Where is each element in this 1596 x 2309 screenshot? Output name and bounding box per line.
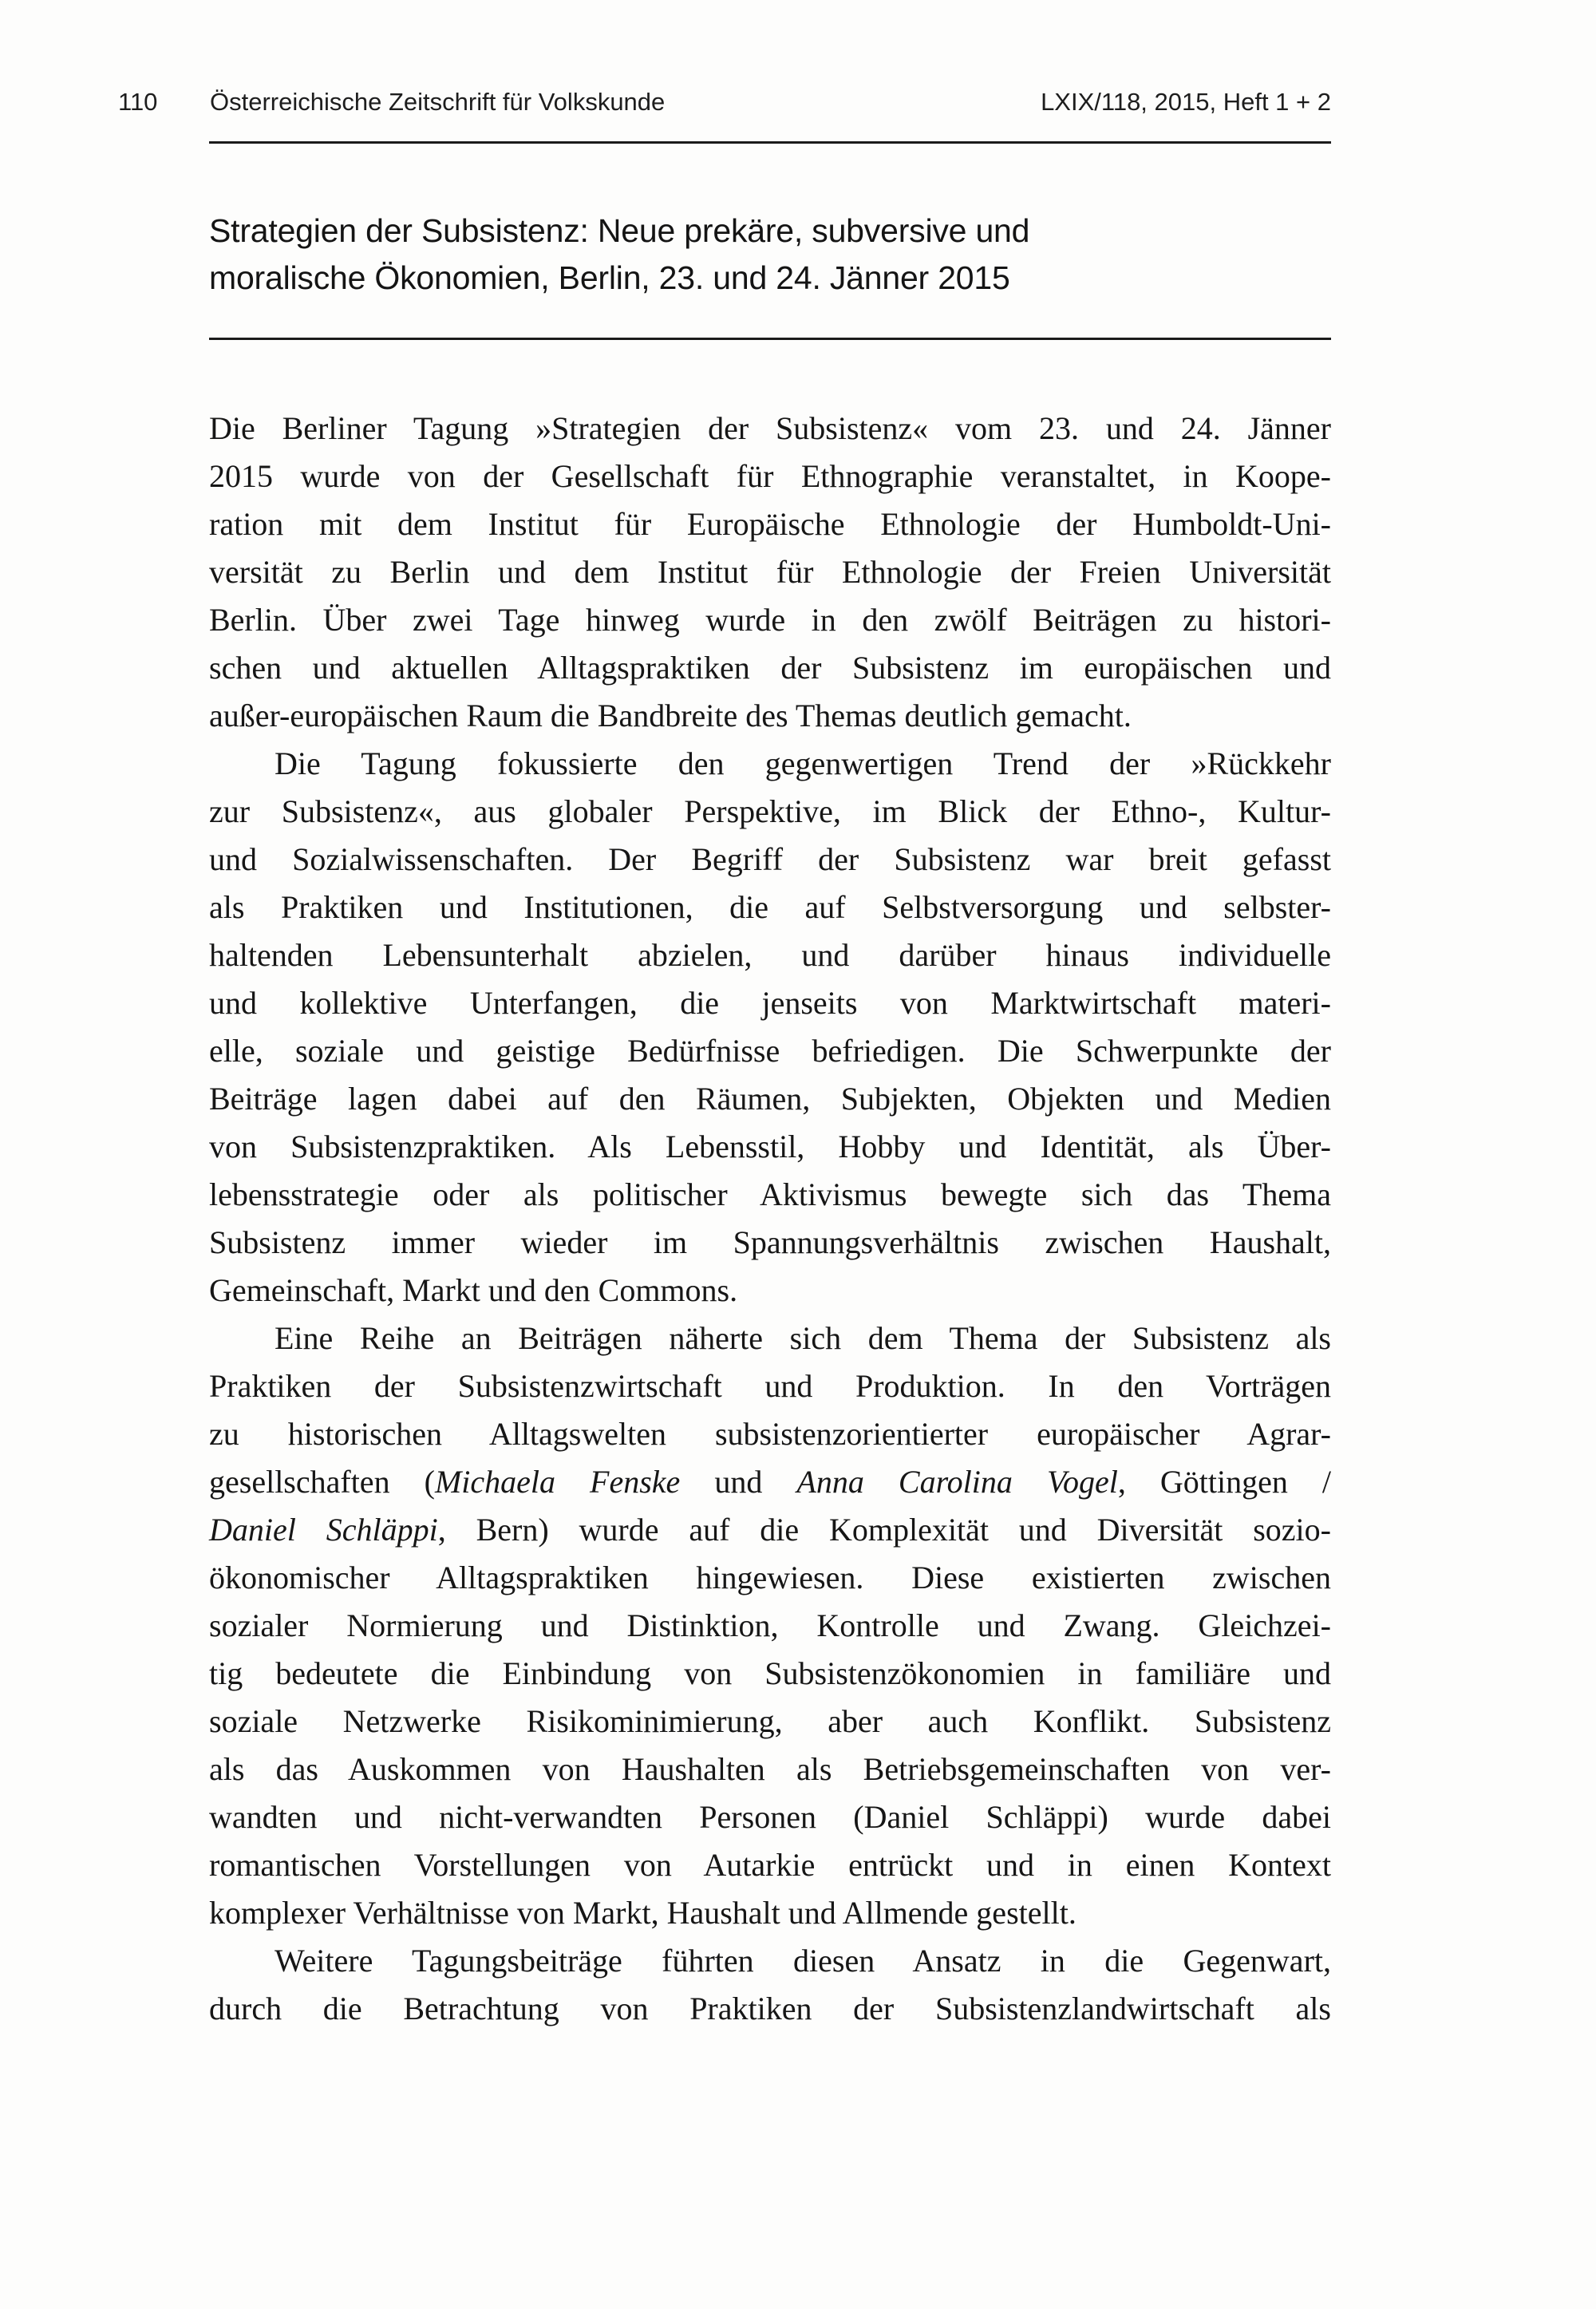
text-line [209, 1746, 1331, 1793]
text-segment: Subsistenz immer wieder im Spannungsverhältnis zwischen Haushalt, [209, 1224, 1331, 1260]
text-line [209, 1554, 1331, 1602]
text-segment: wandten und nicht-verwandten Personen (Daniel Schläppi) wurde dabei [209, 1799, 1331, 1835]
text-segment: lebensstrategie oder als politischer Aktivismus bewegte sich das Thema [209, 1176, 1331, 1212]
text-line [209, 931, 1331, 979]
text-segment: Eine Reihe an Beiträgen näherte sich dem Thema der Subsistenz als [275, 1320, 1331, 1356]
text-line [209, 1410, 1331, 1458]
text-line [209, 405, 1331, 453]
text-line [209, 1506, 1331, 1554]
text-segment: Beiträge lagen dabei auf den Räumen, Subjekten, Objekten und Medien [209, 1081, 1331, 1117]
text-line [209, 1985, 1331, 2033]
text-line [209, 1267, 1331, 1315]
text-segment: Die Berliner Tagung »Strategien der Subsistenz« vom 23. und 24. Jänner [209, 410, 1331, 446]
text-segment: von Subsistenzpraktiken. Als Lebensstil, Hobby und Identität, als Über- [209, 1129, 1331, 1164]
text-line [209, 453, 1331, 500]
header-rule [209, 141, 1331, 144]
text-segment: gesellschaften ( [209, 1464, 435, 1500]
title-rule [209, 338, 1331, 340]
text-line [209, 1650, 1331, 1698]
text-segment: schen und aktuellen Alltagspraktiken der Subsistenz im europäischen und [209, 650, 1331, 686]
text-line [209, 596, 1331, 644]
text-segment: zur Subsistenz«, aus globaler Perspektive, im Blick der Ethno-, Kultur- [209, 793, 1331, 829]
person-name-italic: Daniel Schläppi [209, 1512, 438, 1548]
text-segment: als Praktiken und Institutionen, die auf Selbstversorgung und selbster- [209, 889, 1331, 925]
text-line [209, 1841, 1331, 1889]
text-segment: und [680, 1464, 797, 1500]
text-line [209, 1793, 1331, 1841]
body-text [209, 405, 1331, 2033]
person-name-italic: Michaela Fenske [434, 1464, 681, 1500]
text-line [209, 500, 1331, 548]
article-title-line-2: moralische Ökonomien, Berlin, 23. und 24. Jänner 2015 [209, 259, 1010, 296]
text-segment: Praktiken der Subsistenzwirtschaft und Produktion. In den Vorträgen [209, 1368, 1331, 1404]
text-segment: soziale Netzwerke Risikominimierung, aber auch Konflikt. Subsistenz [209, 1703, 1331, 1739]
text-segment: Die Tagung fokussierte den gegenwertigen Trend der »Rückkehr [275, 745, 1331, 781]
text-segment: 2015 wurde von der Gesellschaft für Ethnographie veranstaltet, in Koope- [209, 458, 1331, 494]
text-segment: und Sozialwissenschaften. Der Begriff der Subsistenz war breit gefasst [209, 841, 1331, 877]
text-segment: ration mit dem Institut für Europäische Ethnologie der Humboldt-Uni- [209, 506, 1331, 542]
text-segment: und kollektive Unterfangen, die jenseits von Marktwirtschaft materi- [209, 985, 1331, 1021]
text-line [209, 1937, 1331, 1985]
text-line [209, 1458, 1331, 1506]
text-line [209, 1075, 1331, 1123]
text-line [209, 692, 1331, 740]
text-segment: haltenden Lebensunterhalt abzielen, und darüber hinaus individuelle [209, 937, 1331, 973]
running-header [0, 85, 1596, 119]
text-segment: romantischen Vorstellungen von Autarkie entrückt und in einen Kontext [209, 1847, 1331, 1883]
text-line [209, 1171, 1331, 1219]
text-line [209, 884, 1331, 931]
text-segment: sozialer Normierung und Distinktion, Kontrolle und Zwang. Gleichzei- [209, 1607, 1331, 1643]
text-line [209, 1698, 1331, 1746]
issue-info: LXIX/118, 2015, Heft 1 + 2 [1041, 88, 1331, 116]
text-line [209, 644, 1331, 692]
text-segment: elle, soziale und geistige Bedürfnisse befriedigen. Die Schwerpunkte der [209, 1033, 1331, 1069]
text-line [209, 548, 1331, 596]
text-line [209, 788, 1331, 836]
text-segment: , Bern) wurde auf die Komplexität und Diversität sozio- [437, 1512, 1331, 1548]
text-line [209, 1602, 1331, 1650]
article-title-line-1: Strategien der Subsistenz: Neue prekäre, subversive und [209, 212, 1030, 249]
text-segment: , Göttingen / [1117, 1464, 1332, 1500]
article-title [209, 208, 1331, 302]
person-name-italic: Anna Carolina Vogel [796, 1464, 1118, 1500]
text-segment: ökonomischer Alltagspraktiken hingewiesen. Diese existierten zwischen [209, 1560, 1331, 1595]
text-line [209, 1315, 1331, 1362]
text-segment: komplexer Verhältnisse von Markt, Haushalt und Allmende gestellt. [209, 1895, 1077, 1931]
text-line [209, 740, 1331, 788]
page-number: 110 [118, 88, 158, 116]
text-line [209, 1362, 1331, 1410]
text-segment: Gemeinschaft, Markt und den Commons. [209, 1272, 738, 1308]
text-segment: Weitere Tagungsbeiträge führten diesen Ansatz in die Gegenwart, [275, 1943, 1331, 1979]
text-segment: tig bedeutete die Einbindung von Subsistenzökonomien in familiäre und [209, 1655, 1331, 1691]
journal-title: Österreichische Zeitschrift für Volkskunde [210, 88, 666, 116]
text-segment: als das Auskommen von Haushalten als Betriebsgemeinschaften von ver- [209, 1751, 1331, 1787]
text-line [209, 1123, 1331, 1171]
text-line [209, 1027, 1331, 1075]
text-line [209, 1219, 1331, 1267]
text-line [209, 1889, 1331, 1937]
text-line [209, 979, 1331, 1027]
text-segment: außer-europäischen Raum die Bandbreite des Themas deutlich gemacht. [209, 698, 1132, 733]
text-segment: versität zu Berlin und dem Institut für Ethnologie der Freien Universität [209, 554, 1331, 590]
text-line [209, 836, 1331, 884]
text-segment: durch die Betrachtung von Praktiken der Subsistenzlandwirtschaft als [209, 1991, 1331, 2026]
text-segment: zu historischen Alltagswelten subsistenzorientierter europäischer Agrar- [209, 1416, 1331, 1452]
text-segment: Berlin. Über zwei Tage hinweg wurde in den zwölf Beiträgen zu histori- [209, 602, 1331, 638]
